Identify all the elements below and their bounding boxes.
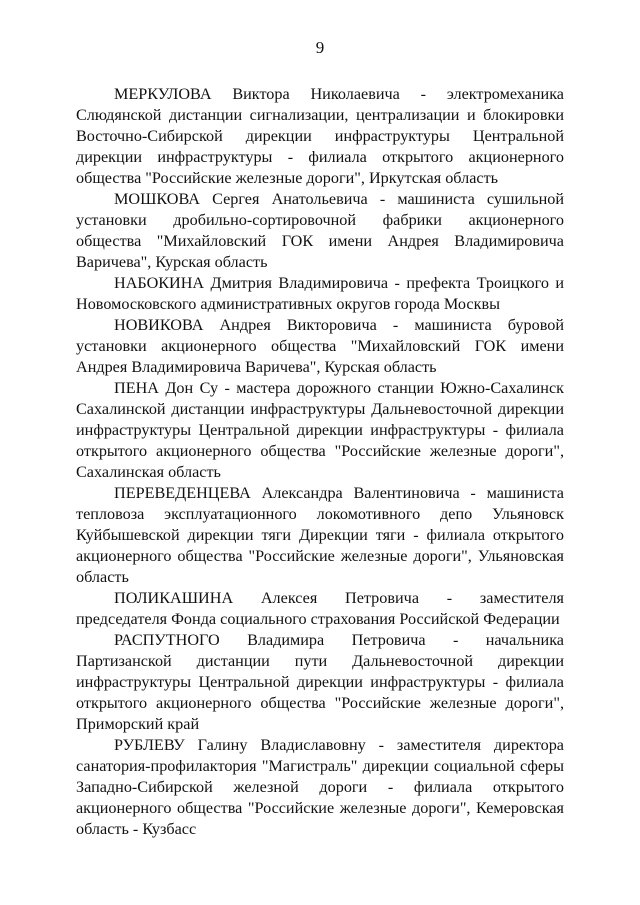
page-number: 9 <box>315 38 325 57</box>
list-entry-merkulov: МЕРКУЛОВА Виктора Николаевича - электромеханика Слюдянской дистанции сигнализации, централизации и блокировки Восточно-Сибирской дирекции инфраструктуры Центральной дирекции инфраструктуры - филиала открытого акционерного общества "Российские железные дороги", Иркутская область <box>76 85 564 187</box>
award-list <box>76 84 564 840</box>
list-entry-nabokin: НАБОКИНА Дмитрия Владимировича - префекта Троицкого и Новомосковского административных округов города Москвы <box>76 274 564 313</box>
list-entry-novikov: НОВИКОВА Андрея Викторовича - машиниста буровой установки акционерного общества "Михайловский ГОК имени Андрея Владимировича Варичева", Курская область <box>76 316 564 376</box>
list-entry-pen: ПЕНА Дон Су - мастера дорожного станции Южно-Сахалинск Сахалинской дистанции инфраструктуры Дальневосточной дирекции инфраструктуры Центральной дирекции инфраструктуры - филиала открытого акционерного общества "Российские железные дороги", Сахалинская область <box>76 379 564 481</box>
list-entry-rasputny: РАСПУТНОГО Владимира Петровича - начальника Партизанской дистанции пути Дальневосточной дирекции инфраструктуры Центральной дирекции инфраструктуры - филиала открытого акционерного общества "Российские железные дороги", Приморский край <box>76 631 564 733</box>
list-entry-polikashin: ПОЛИКАШИНА Алексея Петровича - заместителя председателя Фонда социального страхования Российской Федерации <box>76 589 564 628</box>
list-entry-moshkov: МОШКОВА Сергея Анатольевича - машиниста сушильной установки дробильно-сортировочной фабрики акционерного общества "Михайловский ГОК имени Андрея Владимировича Варичева", Курская область <box>76 190 564 271</box>
list-entry-perevedentsev: ПЕРЕВЕДЕНЦЕВА Александра Валентиновича - машиниста тепловоза эксплуатационного локомотивного депо Ульяновск Куйбышевской дирекции тяги Дирекции тяги - филиала открытого акционерного общества "Российские железные дороги", Ульяновская область <box>76 484 564 586</box>
list-entry-rubleva: РУБЛЕВУ Галину Владиславовну - заместителя директора санатория-профилактория "Магистраль" дирекции социальной сферы Западно-Сибирской железной дороги - филиала открытого акционерного общества "Российские железные дороги", Кемеровская область - Кузбасс <box>76 736 564 838</box>
